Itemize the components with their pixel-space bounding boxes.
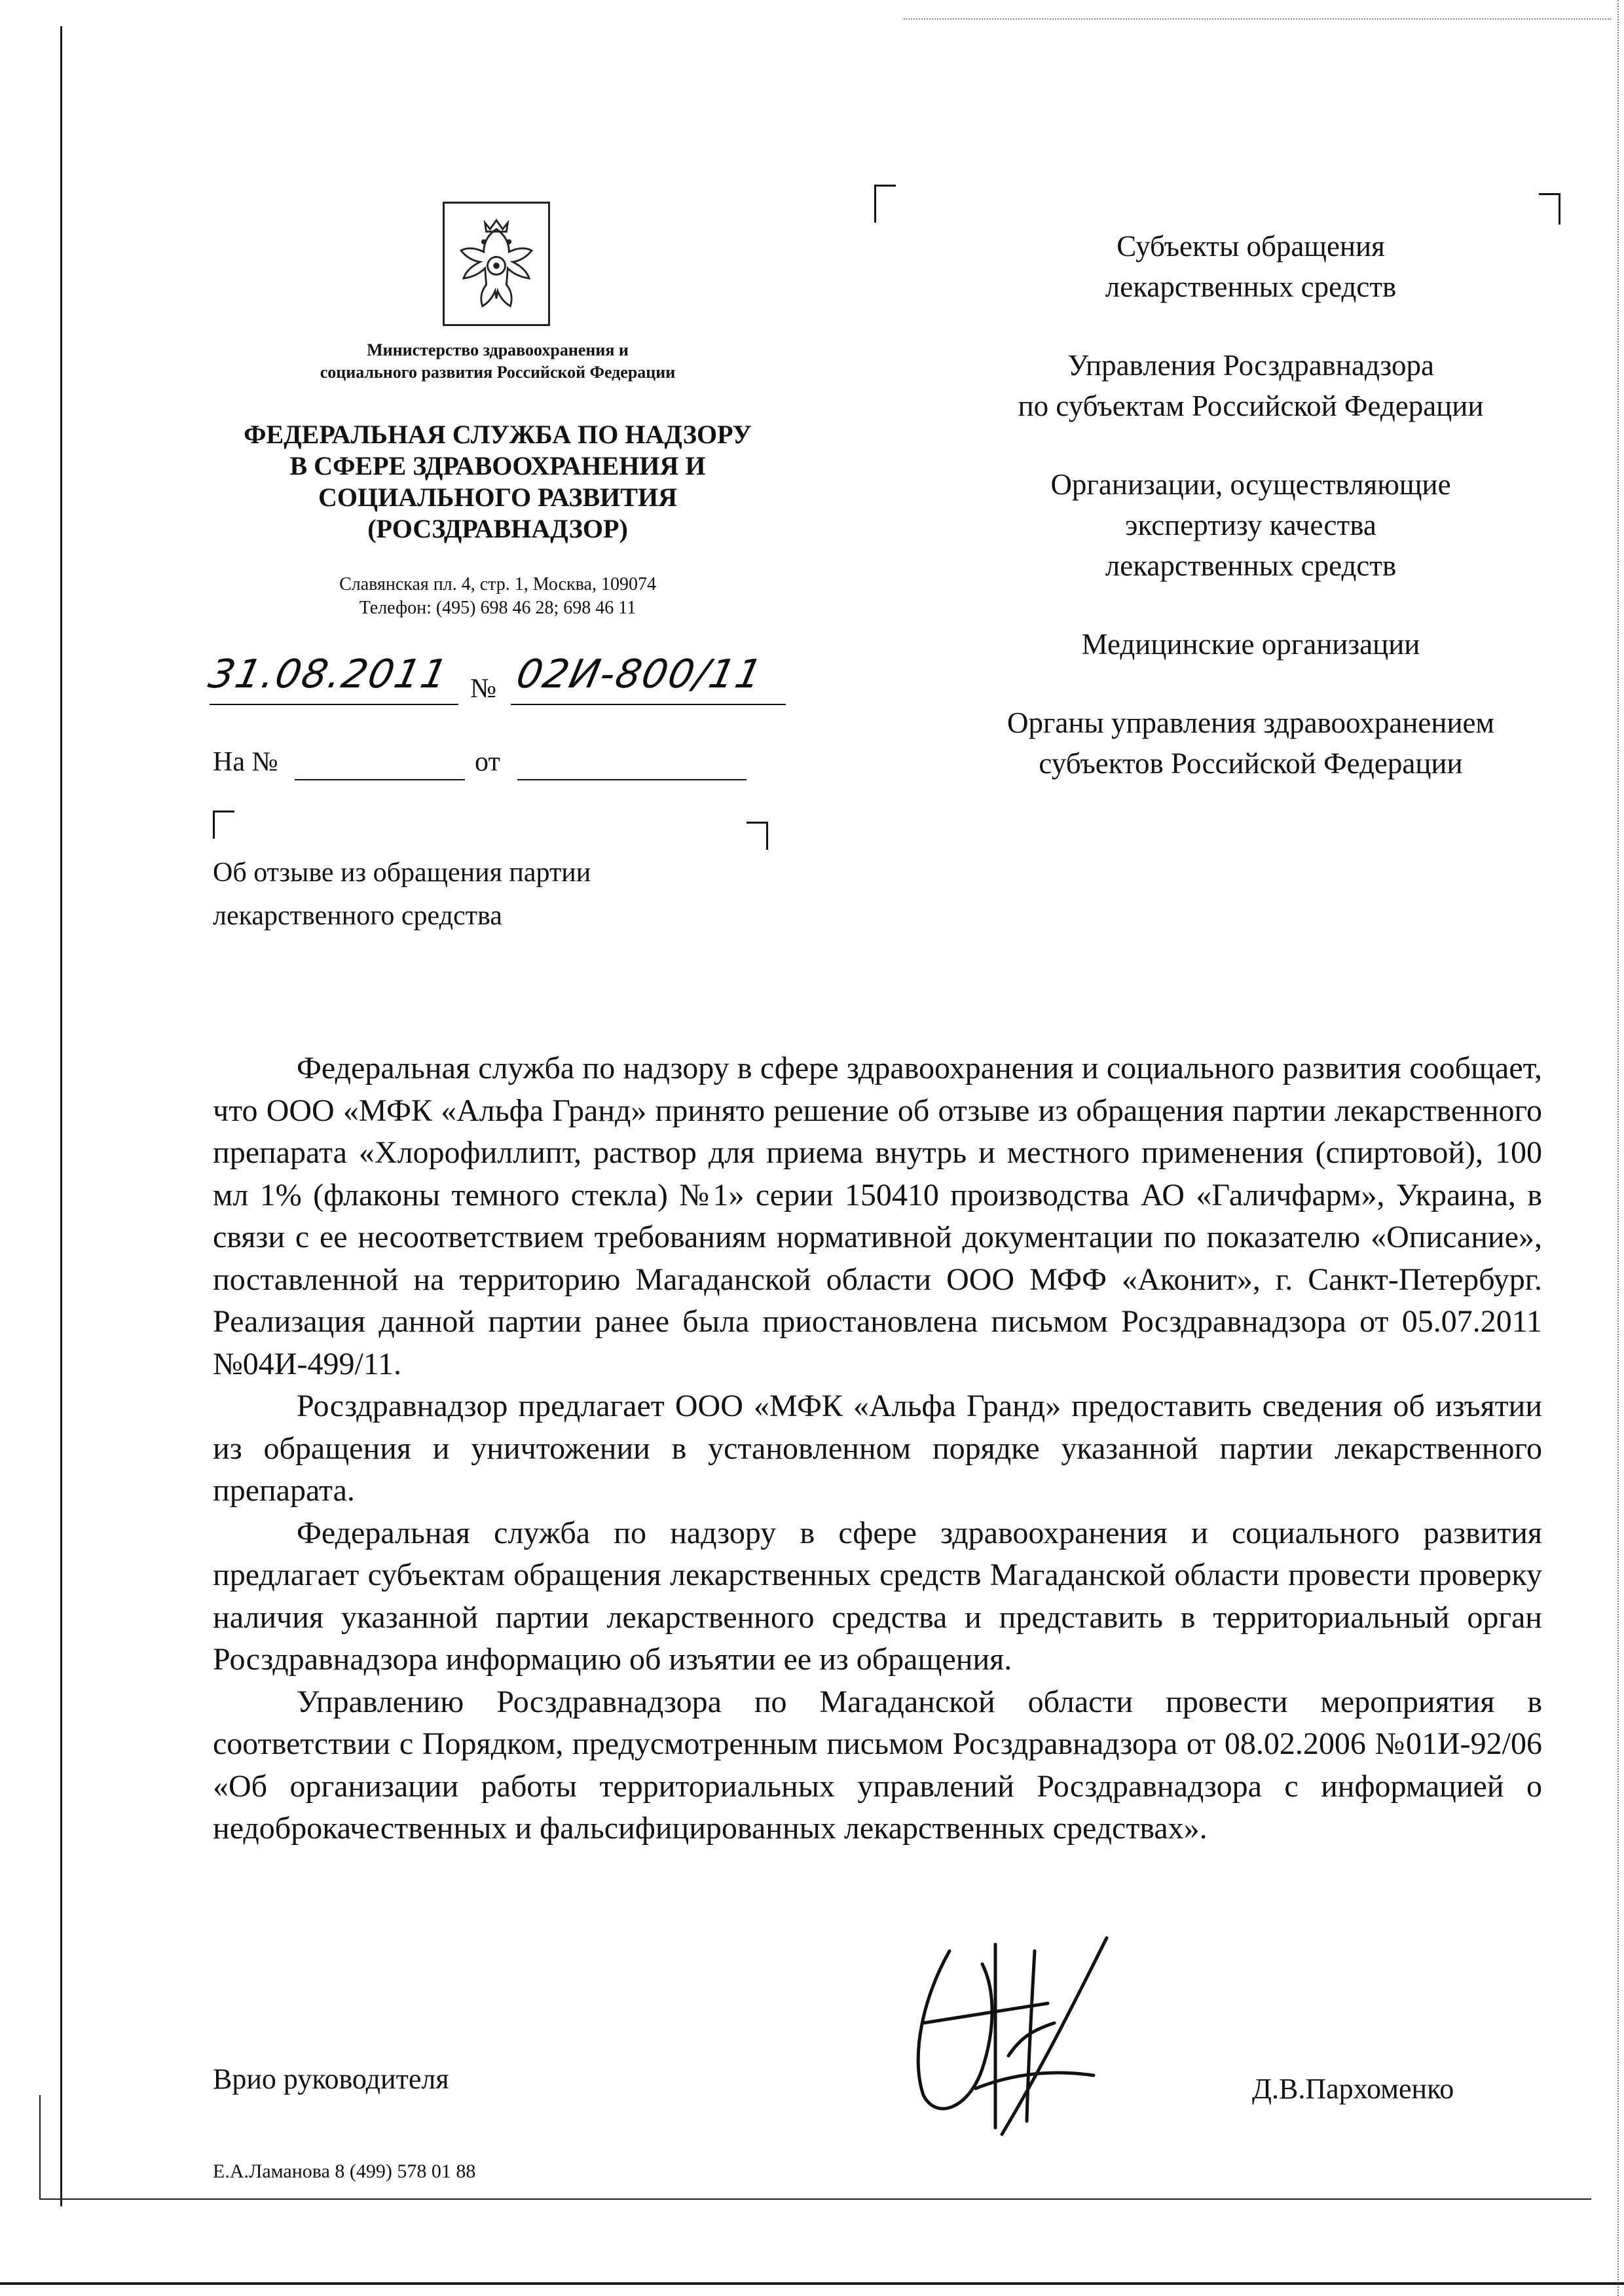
ref-number-line (295, 779, 465, 780)
service-line: В СФЕРЕ ЗДРАВООХРАНЕНИЯ И (289, 451, 706, 481)
recipient-group (904, 464, 1598, 586)
scan-edge-top (904, 18, 1611, 21)
corner-mark (213, 811, 234, 839)
ref-date-label: от (475, 747, 500, 777)
document-date: 31.08.2011 (204, 651, 452, 697)
signer-name: Д.В.Пархоменко (1252, 2073, 1454, 2105)
document-number: 02И-800/11 (512, 651, 767, 697)
body-paragraph: Федеральная служба по надзору в сфере здравоохранения и социального развития сообщает, что ООО «МФК «Альфа Гранд» принято решение об отзыве из обращения партии лекарственного препарата «Хлорофиллипт, раствор для приема внутрь и местного применения (спиртовой), 100 мл 1% (флаконы темного стекла) №1» серии 150410 производства АО «Галичфарм», Украина, в связи с ее несоответствием требованиям нормативной документации по показателю «Описание», поставленной на территорию Магаданской области ООО МФФ «Аконит», г. Санкт-Петербург. Реализация данной партии ранее была приостановлена письмом Росздравнадзора от 05.07.2011 №04И-499/11. (213, 1051, 1542, 1381)
subject-line: лекарственного средства (213, 901, 502, 931)
service-name (196, 419, 799, 545)
service-line: ФЕДЕРАЛЬНАЯ СЛУЖБА ПО НАДЗОРУ (244, 420, 752, 449)
recipient-line: лекарственных средств (1105, 270, 1397, 303)
recipient-line: экспертизу качества (1125, 509, 1376, 541)
ref-number-label: На № (213, 747, 278, 777)
subject-line: Об отзыве из обращения партии (213, 858, 591, 888)
signer-title: Врио руководителя (213, 2063, 449, 2095)
body-paragraph: Управлению Росздравнадзора по Магаданской области провести мероприятия в соответствии с Порядком, предусмотренным письмом Росздравнадзора от 08.02.2006 №01И-92/06 «Об организации работы территориальных управлений Росздравнадзора с информацией о недоброкачественных и фальсифицированных лекарственных средствах». (213, 1684, 1542, 1846)
phone-line: Телефон: (495) 698 46 28; 698 46 11 (359, 598, 637, 618)
corner-mark (874, 185, 896, 223)
scan-edge-right (1617, 0, 1620, 2296)
ministry-line: социального развития Российской Федерации (320, 363, 676, 382)
recipient-line: лекарственных средств (1105, 549, 1397, 582)
recipient-group (904, 345, 1598, 426)
ref-date-line (517, 779, 747, 780)
recipient-line: Органы управления здравоохранением (1006, 706, 1495, 739)
executor-info: Е.А.Ламанова 8 (499) 578 01 88 (213, 2160, 476, 2182)
scan-edge-left (60, 26, 62, 2206)
subject-block (213, 851, 750, 938)
letter-body (213, 1048, 1542, 1850)
recipient-line: Субъекты обращения (1116, 230, 1385, 263)
recipient-group (904, 624, 1598, 665)
recipients-block (904, 226, 1598, 822)
ministry-name (216, 339, 779, 384)
recipient-line: Медицинские организации (1081, 628, 1420, 661)
body-paragraph: Федеральная служба по надзору в сфере здравоохранения и социального развития предлагает субъектам обращения лекарственных средств Магаданской области провести проверку наличия указанной партии лекарственного средства и представить в территориальный орган Росздравнадзора информацию об изъятии ее из обращения. (213, 1515, 1542, 1677)
service-line: СОЦИАЛЬНОГО РАЗВИТИЯ (318, 483, 677, 512)
date-underline (210, 704, 458, 705)
recipient-group (904, 226, 1598, 307)
recipient-group (904, 702, 1598, 784)
body-paragraph: Росздравнадзор предлагает ООО «МФК «Альфа Гранд» предоставить сведения об изъятии из обращения и уничтожении в установленном порядке указанной партии лекарственного препарата. (213, 1389, 1542, 1508)
corner-mark (747, 822, 768, 850)
coat-of-arms-icon (443, 202, 550, 326)
number-underline (511, 704, 786, 705)
handwritten-signature-icon (897, 1925, 1120, 2141)
number-sign: № (470, 674, 497, 704)
scan-edge-bottom (0, 2282, 1624, 2285)
recipient-line: Организации, осуществляющие (1050, 468, 1451, 501)
recipient-line: по субъектам Российской Федерации (1018, 390, 1484, 422)
scan-edge-inner-bottom (39, 2198, 1591, 2200)
recipient-line: Управления Росздравнадзора (1067, 349, 1434, 382)
recipient-line: субъектов Российской Федерации (1039, 747, 1463, 780)
scan-edge-inner (39, 2095, 41, 2200)
service-line: (РОСЗДРАВНАДЗОР) (367, 514, 628, 543)
ministry-line: Министерство здравоохранения и (367, 340, 629, 359)
address-block (216, 573, 779, 620)
address-line: Славянская пл. 4, стр. 1, Москва, 109074 (339, 574, 656, 594)
corner-mark (1539, 193, 1560, 225)
